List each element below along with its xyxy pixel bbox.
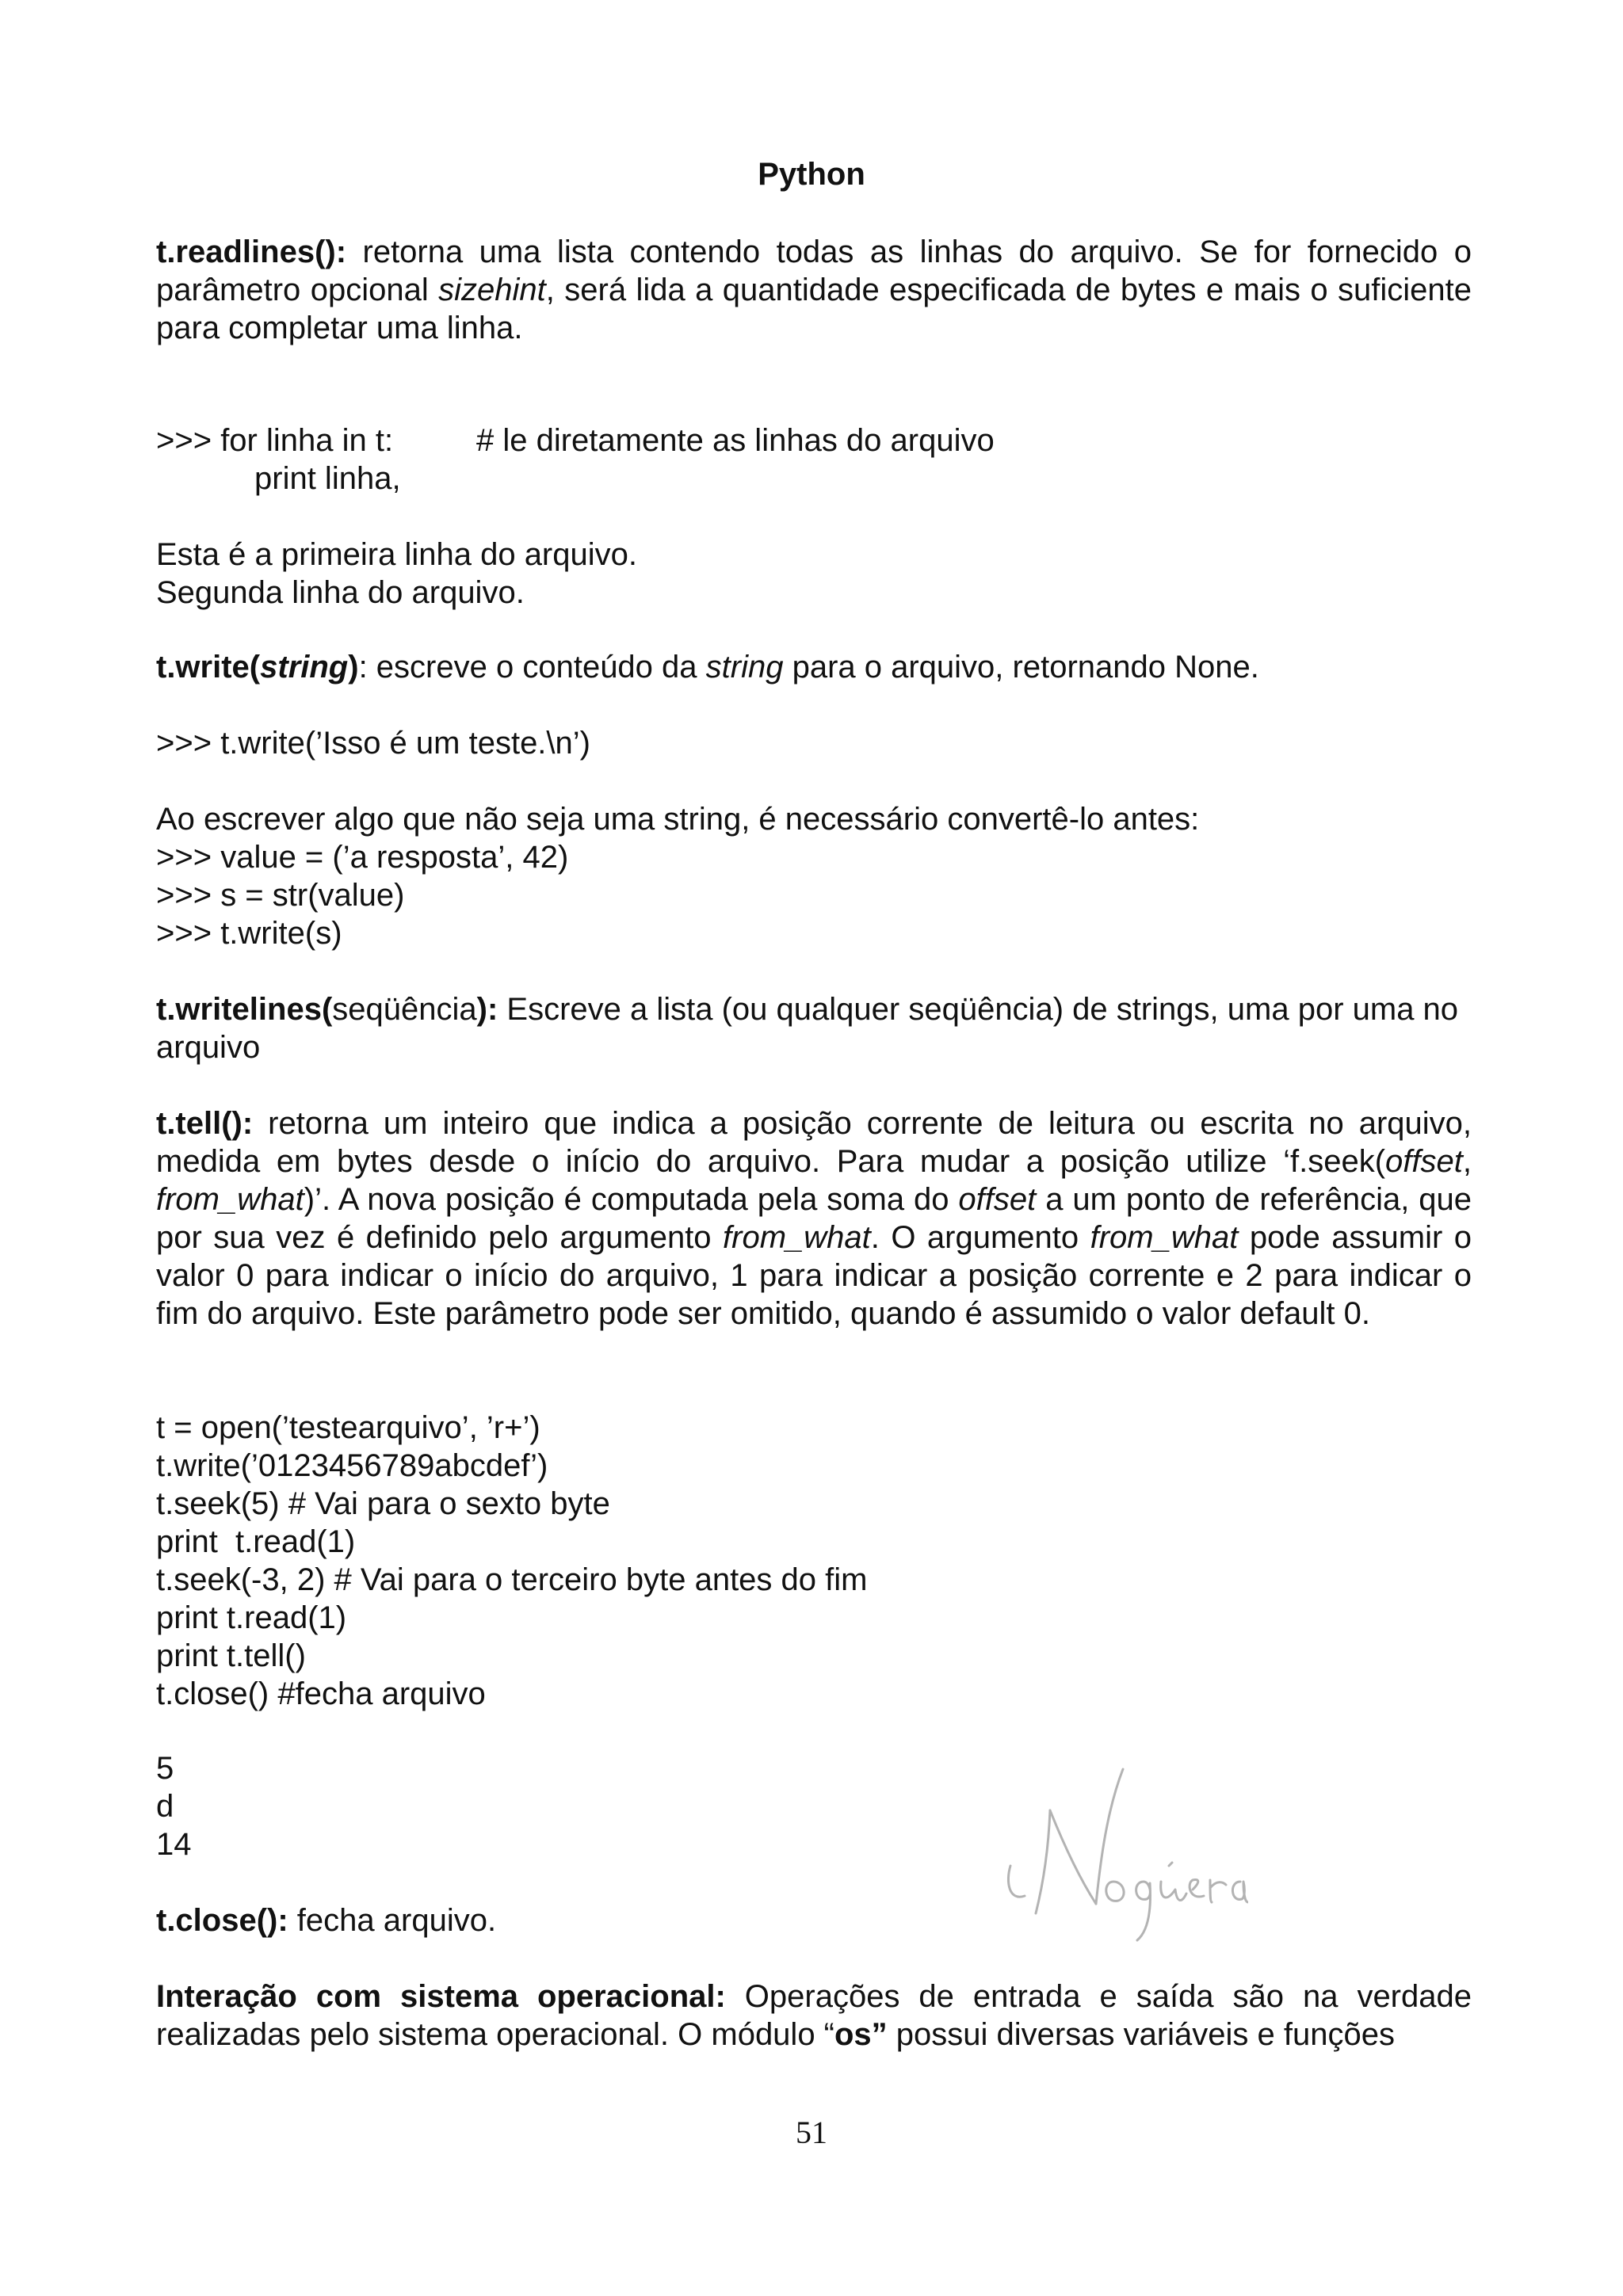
seek-code-block: [156, 1409, 1472, 1713]
readlines-paragraph: [156, 233, 1472, 347]
code-line: >>> s = str(value): [156, 878, 405, 913]
loop-output: [156, 536, 1472, 612]
code-line: >>> value = (’a resposta’, 42): [156, 840, 569, 875]
signature-watermark: [1002, 1763, 1248, 1945]
readlines-param: sizehint: [438, 273, 546, 307]
close-term: t.close():: [156, 1903, 288, 1938]
writelines-term: t.writelines(seqüência):: [156, 992, 498, 1027]
os-paragraph: Interação com sistema operacional: Operações de entrada e saída são na verdade realizadas pelo sistema operacional. O módulo “os” possui diversas variáveis e funções: [156, 1979, 1472, 2052]
code-line: print t.tell(): [156, 1638, 306, 1673]
code-line: t.seek(-3, 2) # Vai para o terceiro byte antes do fim: [156, 1562, 868, 1597]
write-text-param: string: [705, 650, 784, 685]
loop-example: [156, 421, 1472, 498]
loop-line-2: print linha,: [254, 461, 401, 496]
code-line: t.seek(5) # Vai para o sexto byte: [156, 1486, 610, 1521]
readlines-text-a: retorna uma lista contendo todas as linhas do arquivo. Se for fornecido o parâmetro opcional: [156, 235, 1472, 307]
writelines-paragraph: t.writelines(seqüência): Escreve a lista (ou qualquer seqüência) de strings, uma por uma no arquivo: [156, 992, 1459, 1065]
convert-intro: Ao escrever algo que não seja uma string, é necessário convertê-lo antes:: [156, 802, 1200, 837]
os-term: Interação com sistema operacional:: [156, 1979, 726, 2014]
code-line: print t.read(1): [156, 1524, 356, 1559]
readlines-text-b: , será lida a quantidade especificada de bytes e mais o suficiente para completar uma linha.: [156, 273, 1472, 345]
output-line: 5: [156, 1751, 174, 1786]
readlines-term: t.readlines():: [156, 235, 347, 269]
code-line: t = open(’testearquivo’, ’r+’): [156, 1410, 540, 1445]
loop-comment: # le diretamente as linhas do arquivo: [476, 423, 995, 458]
write-paragraph: t.write(string): escreve o conteúdo da string para o arquivo, retornando None.: [156, 650, 1259, 685]
output-line: d: [156, 1789, 174, 1824]
code-line: t.write(’0123456789abcdef’): [156, 1448, 548, 1483]
page-number: 51: [796, 2115, 827, 2150]
write-term: t.write(string): [156, 650, 359, 685]
page-title: Python: [758, 157, 865, 192]
loop-line-1: [156, 421, 1472, 460]
os-module: os”: [834, 2017, 888, 2052]
tell-paragraph: t.tell(): retorna um inteiro que indica a posição corrente de leitura ou escrita no arquivo, medida em bytes desde o início do arquivo. Para mudar a posição utilize ‘f.seek(offset, from_what)’. A nova posição é computada pela soma do offset a um ponto de referência, que por sua vez é definido pelo argumento from_what. O argumento from_what pode assumir o valor 0 para indicar o início do arquivo, 1 para indicar a posição corrente e 2 para indicar o fim do arquivo. Este parâmetro pode ser omitido, quando é assumido o valor default 0.: [156, 1106, 1472, 1331]
output-line: Segunda linha do arquivo.: [156, 575, 525, 610]
code-line: print t.read(1): [156, 1600, 347, 1635]
write-example: >>> t.write(’Isso é um teste.\n’): [156, 726, 590, 761]
close-paragraph: t.close(): fecha arquivo.: [156, 1903, 497, 1938]
code-line: >>> t.write(s): [156, 916, 342, 951]
tell-term: t.tell():: [156, 1106, 254, 1141]
output-line: Esta é a primeira linha do arquivo.: [156, 537, 637, 572]
convert-section: [156, 800, 1472, 952]
loop-code: >>> for linha in t:: [156, 423, 394, 458]
output-line: 14: [156, 1827, 192, 1862]
code-line: t.close() #fecha arquivo: [156, 1676, 486, 1711]
seek-output: [156, 1749, 1472, 1863]
